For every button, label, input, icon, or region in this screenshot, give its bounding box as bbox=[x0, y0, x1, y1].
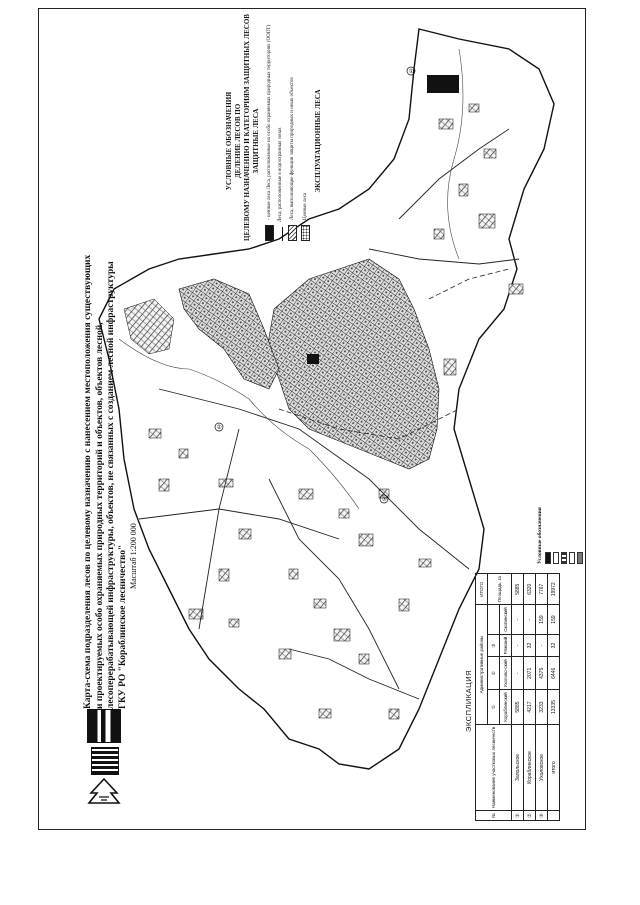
forest-mass-central bbox=[267, 259, 439, 469]
table-row-total: итого 13335 6446 32 159 19972 bbox=[548, 574, 560, 821]
legend-item bbox=[301, 41, 310, 241]
col-num: ① bbox=[488, 690, 500, 724]
legend-subheading-2: ЦЕЛЕВОМУ НАЗНАЧЕНИЮ И КАТЕГОРИЯМ ЗАЩИТНЫХ ЛЕСОВ bbox=[243, 14, 251, 241]
legend-swatch bbox=[282, 227, 283, 241]
col-district: Ухолово-ский bbox=[500, 657, 512, 690]
sign-row bbox=[585, 444, 586, 564]
title-line-4: ГКУ РО "Кораблинское лесничество" bbox=[117, 544, 128, 709]
legend-item-desc: Леса, расположенные на особо охраняемых природных территориях (ООПТ) bbox=[266, 24, 272, 190]
col-num: ③ bbox=[488, 634, 500, 657]
title-line-2: и проектируемых особо охраняемых природных территорий и объектов, объектов лесной, bbox=[94, 322, 105, 709]
signs-heading: Условные обозначения bbox=[537, 507, 543, 564]
col-total: ИТОГО bbox=[476, 574, 488, 605]
forestry-logo-icon bbox=[87, 777, 121, 807]
col-area: Площадь, га bbox=[488, 574, 512, 605]
title-line-3: лесоперерабатывающей инфраструктуры, объектов, не связанных с созданием лесной инфраструктуры bbox=[106, 261, 116, 709]
sign-row bbox=[553, 444, 559, 564]
legend-item bbox=[265, 24, 274, 241]
quarter-number-2: ② bbox=[216, 425, 222, 431]
sign-row bbox=[577, 444, 583, 564]
sign-row bbox=[569, 444, 575, 564]
protected-area-2 bbox=[307, 354, 319, 364]
legend-subheading: ДЕЛЕНИЕ ЛЕСОВ ПО bbox=[234, 103, 242, 179]
sign-row bbox=[545, 444, 551, 564]
legend-item-desc: Ценные леса bbox=[302, 192, 308, 220]
legend-exploitation-heading: ЭКСПЛУАТАЦИОННЫЕ ЛЕСА bbox=[314, 89, 322, 193]
map-sheet bbox=[38, 8, 586, 830]
quarter-number-3: ③ bbox=[381, 497, 387, 503]
col-district: Скопинский bbox=[500, 605, 512, 634]
legend-swatch bbox=[265, 225, 274, 241]
legend-item-desc: Леса, выполняющие функции защиты природных и иных объектов bbox=[289, 77, 295, 220]
map-title-block bbox=[83, 149, 138, 709]
map-scale: Масштаб 1:200 000 bbox=[129, 523, 138, 589]
legend-item-desc: Леса, расположенные в водоохранных зонах bbox=[278, 127, 283, 222]
legend-swatch bbox=[288, 225, 297, 241]
quarter-number-1: ① bbox=[408, 69, 414, 75]
legend-item-label: - ценные леса bbox=[266, 190, 272, 220]
legend-protective-heading: ЗАЩИТНЫЕ ЛЕСА bbox=[252, 108, 260, 174]
col-district: Ряжский bbox=[500, 634, 512, 657]
legend-swatch bbox=[301, 225, 310, 241]
explication-title: ЭКСПЛИКАЦИЯ bbox=[464, 669, 473, 733]
legend-item bbox=[278, 41, 284, 241]
qr-code-2-icon bbox=[91, 747, 119, 775]
title-line-1: Карта-схема подразделения лесов по целевому назначению с нанесением местоположения существующих bbox=[83, 254, 93, 709]
qr-code-icon bbox=[87, 709, 121, 743]
protected-area bbox=[427, 75, 459, 93]
legend-heading: УСЛОВНЫЕ ОБОЗНАЧЕНИЯ bbox=[225, 91, 233, 191]
conventional-signs bbox=[537, 444, 586, 564]
col-num: ② bbox=[488, 657, 500, 690]
legend bbox=[225, 14, 323, 241]
table-row: ② Кораблинское 4217 2071 32 - 6320 bbox=[524, 574, 536, 821]
col-district: Кораблинский bbox=[500, 690, 512, 724]
table-row: ③ Ухоловское 3233 4375 - 159 7767 bbox=[536, 574, 548, 821]
forest-mass-north bbox=[179, 279, 279, 389]
col-group: Административные районы bbox=[476, 605, 488, 724]
sign-row bbox=[561, 444, 567, 564]
table-row: ① Запольское 5885 - - - 5885 bbox=[512, 574, 524, 821]
explication-table bbox=[464, 576, 560, 821]
col-no: № bbox=[476, 811, 512, 821]
col-name: Наименование участковых лесничеств bbox=[476, 724, 512, 810]
legend-item bbox=[288, 41, 297, 241]
